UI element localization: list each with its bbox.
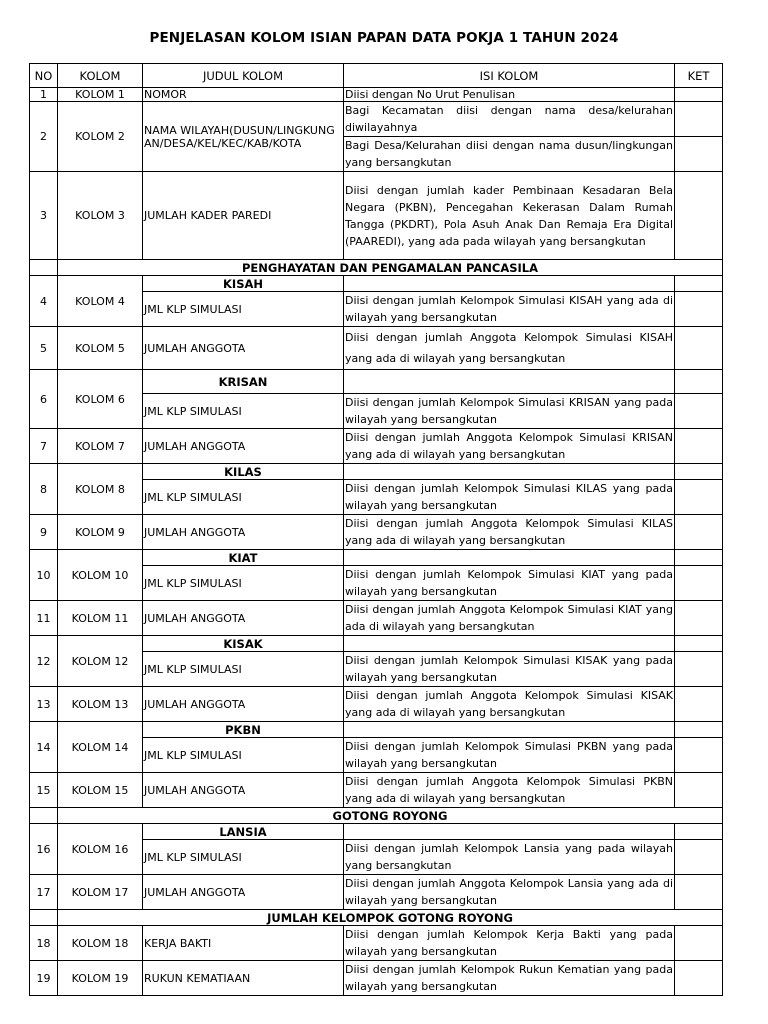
cell-isi — [344, 370, 675, 394]
cell-isi: Diisi dengan jumlah Anggota Kelompok Simulasi KRISAN yang ada di wilayah yang bersangkutan — [344, 429, 675, 464]
cell-isi: Diisi dengan jumlah Kelompok Rukun Kematian yang pada wilayah yang bersangkutan — [344, 961, 675, 996]
cell-no: 12 — [30, 636, 58, 687]
cell-ket — [675, 550, 723, 566]
subsection-row — [30, 550, 723, 566]
cell-no: 14 — [30, 722, 58, 773]
cell-kolom: KOLOM 3 — [58, 172, 143, 260]
cell-ket — [675, 722, 723, 738]
section-row — [30, 910, 723, 926]
cell-ket — [675, 137, 723, 172]
cell-ket — [675, 961, 723, 996]
table-header-row — [30, 64, 723, 88]
section-heading: JUMLAH KELOMPOK GOTONG ROYONG — [58, 910, 723, 926]
cell-judul: JUMLAH ANGGOTA — [143, 515, 344, 550]
cell-isi: Diisi dengan jumlah kader Pembinaan Kesadaran Bela Negara (PKBN), Pencegahan Kekerasan Dalam Rumah Tangga (PKDRT), Pola Asuh Anak Dan Remaja Era Digital (PAAREDI), yang ada pada wilayah yang bersangkutan — [344, 172, 675, 260]
table-row — [30, 773, 723, 808]
cell-empty — [30, 808, 58, 824]
cell-ket — [675, 88, 723, 102]
section-heading: GOTONG ROYONG — [58, 808, 723, 824]
cell-ket — [675, 738, 723, 773]
cell-isi — [344, 636, 675, 652]
cell-judul: JUMLAH ANGGOTA — [143, 327, 344, 370]
cell-isi: Diisi dengan jumlah Anggota Kelompok Simulasi KISAK yang ada di wilayah yang bersangkutan — [344, 687, 675, 722]
cell-isi: Diisi dengan jumlah Anggota Kelompok Lansia yang ada di wilayah yang bersangkutan — [344, 875, 675, 910]
cell-isi: Diisi dengan jumlah Kelompok Kerja Bakti yang pada wilayah yang bersangkutan — [344, 926, 675, 961]
cell-judul: JUMLAH ANGGOTA — [143, 773, 344, 808]
cell-kolom: KOLOM 12 — [58, 636, 143, 687]
cell-ket — [675, 926, 723, 961]
cell-isi — [344, 824, 675, 840]
cell-kolom: KOLOM 13 — [58, 687, 143, 722]
cell-kolom: KOLOM 19 — [58, 961, 143, 996]
table-row — [30, 926, 723, 961]
cell-isi — [344, 276, 675, 292]
subsection-row — [30, 276, 723, 292]
cell-empty — [30, 260, 58, 276]
cell-isi: Diisi dengan jumlah Anggota Kelompok Simulasi KISAH yang ada di wilayah yang bersangkutan — [344, 327, 675, 370]
cell-judul: JML KLP SIMULASI — [143, 566, 344, 601]
cell-kolom: KOLOM 10 — [58, 550, 143, 601]
subsection-row — [30, 722, 723, 738]
cell-judul: RUKUN KEMATIAAN — [143, 961, 344, 996]
cell-isi — [344, 464, 675, 480]
cell-ket — [675, 276, 723, 292]
cell-ket — [675, 875, 723, 910]
header-judul-kolom: JUDUL KOLOM — [143, 64, 344, 88]
cell-no: 4 — [30, 276, 58, 327]
cell-ket — [675, 601, 723, 636]
subsection-heading: KRISAN — [143, 370, 344, 394]
cell-ket — [675, 464, 723, 480]
cell-isi — [344, 722, 675, 738]
cell-judul: NOMOR — [143, 88, 344, 102]
cell-kolom: KOLOM 4 — [58, 276, 143, 327]
cell-judul: JML KLP SIMULASI — [143, 292, 344, 327]
header-ket: KET — [675, 64, 723, 88]
cell-kolom: KOLOM 11 — [58, 601, 143, 636]
cell-kolom: KOLOM 7 — [58, 429, 143, 464]
kolom-table — [29, 63, 723, 996]
table-row — [30, 515, 723, 550]
subsection-row — [30, 370, 723, 394]
cell-kolom: KOLOM 2 — [58, 102, 143, 172]
cell-ket — [675, 327, 723, 370]
cell-isi — [344, 550, 675, 566]
cell-kolom: KOLOM 18 — [58, 926, 143, 961]
cell-kolom: KOLOM 5 — [58, 327, 143, 370]
cell-isi: Diisi dengan jumlah Kelompok Simulasi KISAH yang ada di wilayah yang bersangkutan — [344, 292, 675, 327]
cell-isi: Diisi dengan jumlah Kelompok Simulasi PKBN yang pada wilayah yang bersangkutan — [344, 738, 675, 773]
cell-no: 18 — [30, 926, 58, 961]
cell-isi: Diisi dengan No Urut Penulisan — [344, 88, 675, 102]
cell-ket — [675, 480, 723, 515]
cell-no: 5 — [30, 327, 58, 370]
cell-isi: Diisi dengan jumlah Kelompok Simulasi KIAT yang pada wilayah yang bersangkutan — [344, 566, 675, 601]
section-heading: PENGHAYATAN DAN PENGAMALAN PANCASILA — [58, 260, 723, 276]
cell-no: 17 — [30, 875, 58, 910]
cell-kolom: KOLOM 9 — [58, 515, 143, 550]
subsection-row — [30, 824, 723, 840]
cell-judul: JML KLP SIMULASI — [143, 394, 344, 429]
cell-ket — [675, 515, 723, 550]
cell-ket — [675, 566, 723, 601]
cell-ket — [675, 687, 723, 722]
cell-judul: JUMLAH ANGGOTA — [143, 429, 344, 464]
cell-no: 9 — [30, 515, 58, 550]
section-row — [30, 260, 723, 276]
cell-judul: JML KLP SIMULASI — [143, 480, 344, 515]
cell-judul: JML KLP SIMULASI — [143, 840, 344, 875]
table-row — [30, 429, 723, 464]
cell-kolom: KOLOM 8 — [58, 464, 143, 515]
cell-judul: JUMLAH ANGGOTA — [143, 875, 344, 910]
subsection-row — [30, 464, 723, 480]
cell-judul: JUMLAH ANGGOTA — [143, 601, 344, 636]
cell-ket — [675, 652, 723, 687]
cell-judul: NAMA WILAYAH(DUSUN/LINGKUNGAN/DESA/KEL/KEC/KAB/KOTA — [143, 102, 344, 172]
cell-kolom: KOLOM 15 — [58, 773, 143, 808]
section-row — [30, 808, 723, 824]
cell-ket — [675, 292, 723, 327]
cell-kolom: KOLOM 17 — [58, 875, 143, 910]
cell-no: 13 — [30, 687, 58, 722]
subsection-heading: PKBN — [143, 722, 344, 738]
cell-ket — [675, 773, 723, 808]
cell-isi: Diisi dengan jumlah Anggota Kelompok Simulasi KILAS yang ada di wilayah yang bersangkutan — [344, 515, 675, 550]
cell-ket — [675, 840, 723, 875]
cell-ket — [675, 429, 723, 464]
cell-ket — [675, 172, 723, 260]
table-row — [30, 327, 723, 370]
cell-no: 1 — [30, 88, 58, 102]
cell-ket — [675, 394, 723, 429]
cell-ket — [675, 824, 723, 840]
table-row — [30, 875, 723, 910]
subsection-heading: KIAT — [143, 550, 344, 566]
cell-isi: Diisi dengan jumlah Anggota Kelompok Simulasi KIAT yang ada di wilayah yang bersangkutan — [344, 601, 675, 636]
cell-ket — [675, 102, 723, 137]
cell-kolom: KOLOM 1 — [58, 88, 143, 102]
cell-ket — [675, 370, 723, 394]
cell-no: 16 — [30, 824, 58, 875]
cell-kolom: KOLOM 6 — [58, 370, 143, 429]
cell-no: 2 — [30, 102, 58, 172]
cell-judul: KERJA BAKTI — [143, 926, 344, 961]
subsection-row — [30, 636, 723, 652]
table-row — [30, 601, 723, 636]
cell-judul: JUMLAH ANGGOTA — [143, 687, 344, 722]
cell-no: 7 — [30, 429, 58, 464]
subsection-heading: KISAK — [143, 636, 344, 652]
cell-no: 6 — [30, 370, 58, 429]
cell-empty — [30, 910, 58, 926]
cell-no: 10 — [30, 550, 58, 601]
header-kolom: KOLOM — [58, 64, 143, 88]
cell-isi: Diisi dengan jumlah Anggota Kelompok Simulasi PKBN yang ada di wilayah yang bersangkutan — [344, 773, 675, 808]
cell-isi: Diisi dengan jumlah Kelompok Lansia yang pada wilayah yang bersangkutan — [344, 840, 675, 875]
header-isi-kolom: ISI KOLOM — [344, 64, 675, 88]
cell-judul: JML KLP SIMULASI — [143, 652, 344, 687]
cell-no: 8 — [30, 464, 58, 515]
table-row — [30, 687, 723, 722]
table-row — [30, 88, 723, 102]
cell-no: 19 — [30, 961, 58, 996]
subsection-heading: LANSIA — [143, 824, 344, 840]
cell-isi: Diisi dengan jumlah Kelompok Simulasi KRISAN yang pada wilayah yang bersangkutan — [344, 394, 675, 429]
cell-kolom: KOLOM 14 — [58, 722, 143, 773]
table-row — [30, 102, 723, 137]
cell-no: 3 — [30, 172, 58, 260]
subsection-heading: KISAH — [143, 276, 344, 292]
header-no: NO — [30, 64, 58, 88]
subsection-heading: KILAS — [143, 464, 344, 480]
table-row — [30, 961, 723, 996]
cell-isi: Bagi Desa/Kelurahan diisi dengan nama dusun/lingkungan yang bersangkutan — [344, 137, 675, 172]
cell-ket — [675, 636, 723, 652]
cell-isi: Diisi dengan jumlah Kelompok Simulasi KILAS yang pada wilayah yang bersangkutan — [344, 480, 675, 515]
cell-judul: JUMLAH KADER PAREDI — [143, 172, 344, 260]
cell-isi: Bagi Kecamatan diisi dengan nama desa/kelurahan diwilayahnya — [344, 102, 675, 137]
cell-isi: Diisi dengan jumlah Kelompok Simulasi KISAK yang pada wilayah yang bersangkutan — [344, 652, 675, 687]
cell-judul: JML KLP SIMULASI — [143, 738, 344, 773]
document-title: PENJELASAN KOLOM ISIAN PAPAN DATA POKJA 1 TAHUN 2024 — [149, 30, 619, 46]
cell-no: 11 — [30, 601, 58, 636]
table-row — [30, 172, 723, 260]
cell-no: 15 — [30, 773, 58, 808]
cell-kolom: KOLOM 16 — [58, 824, 143, 875]
